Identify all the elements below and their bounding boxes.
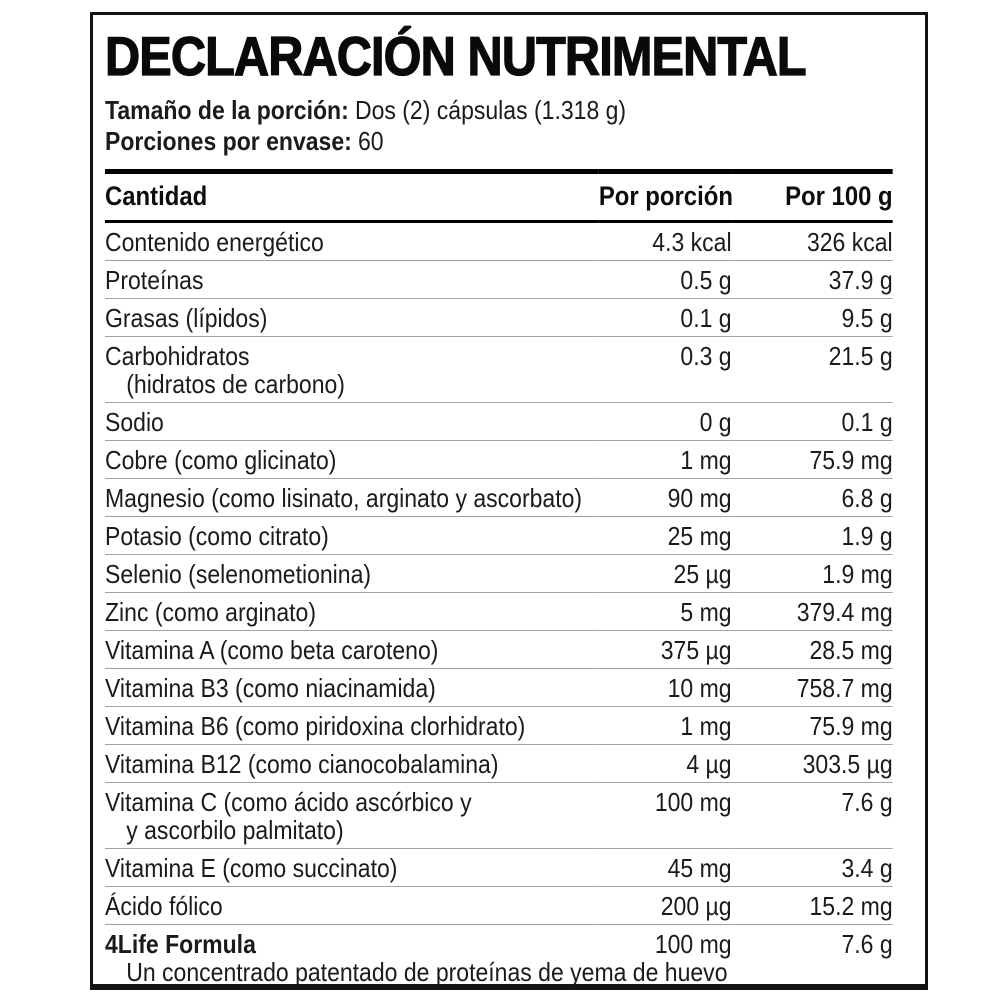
nutrient-name-cell	[105, 849, 599, 887]
per-serving-value: 25 µg	[599, 555, 732, 593]
per-serving-value: 0.5 g	[599, 261, 732, 299]
table-row	[105, 745, 893, 783]
per-serving-value: 1 mg	[599, 441, 732, 479]
nutrient-name: Ácido fólico	[105, 891, 223, 921]
nutrient-name: Vitamina E (como succinato)	[105, 853, 398, 883]
table-body	[105, 222, 893, 991]
nutrient-name-cell	[105, 517, 599, 555]
per-serving-value: 200 µg	[599, 887, 732, 925]
nutrient-name: Selenio (selenometionina)	[105, 559, 372, 589]
table-row	[105, 403, 893, 441]
per-serving-value: 4.3 kcal	[599, 222, 732, 261]
serving-size-line	[105, 95, 893, 126]
table-row	[105, 441, 893, 479]
nutrient-name-cell	[105, 631, 599, 669]
per-100g-value: 37.9 g	[732, 261, 893, 299]
per-serving-value: 5 mg	[599, 593, 732, 631]
nutrient-name: Magnesio (como lisinato, arginato y ascorbato)	[105, 483, 583, 513]
per-serving-value: 375 µg	[599, 631, 732, 669]
nutrient-name: Vitamina C (como ácido ascórbico y	[105, 787, 472, 817]
per-serving-value: 45 mg	[599, 849, 732, 887]
servings-per-container-label: Porciones por envase:	[105, 126, 352, 156]
nutrient-name: Vitamina B12 (como cianocobalamina)	[105, 749, 499, 779]
nutrient-name-cell	[105, 555, 599, 593]
per-100g-value: 75.9 mg	[732, 707, 893, 745]
table-row	[105, 593, 893, 631]
nutrient-name: Vitamina B3 (como niacinamida)	[105, 673, 436, 703]
per-100g-value: 15.2 mg	[732, 887, 893, 925]
per-100g-value: 379.4 mg	[732, 593, 893, 631]
nutrient-name-line2: (hidratos de carbono)	[126, 369, 345, 399]
per-serving-value: 100 mg	[599, 783, 732, 849]
table-row	[105, 887, 893, 925]
per-100g-value: 303.5 µg	[732, 745, 893, 783]
per-serving-value: 100 mg	[654, 929, 732, 959]
nutrient-name-cell	[105, 337, 599, 403]
nutrient-name: Zinc (como arginato)	[105, 597, 317, 627]
per-serving-value: 10 mg	[599, 669, 732, 707]
nutrient-name-cell	[105, 707, 599, 745]
table-row	[105, 337, 893, 403]
table-row	[105, 479, 893, 517]
per-serving-value: 0.1 g	[599, 299, 732, 337]
per-100g-value: 326 kcal	[732, 222, 893, 261]
per-serving-value: 0.3 g	[599, 337, 732, 403]
nutrient-name-cell	[105, 669, 599, 707]
nutrient-name-cell	[105, 887, 599, 925]
nutrient-name-cell	[105, 403, 599, 441]
per-serving-value: 90 mg	[599, 479, 732, 517]
per-100g-value: 9.5 g	[732, 299, 893, 337]
nutrient-name: Vitamina B6 (como piridoxina clorhidrato)	[105, 711, 526, 741]
column-header-por-porcion: Por porción	[599, 172, 732, 222]
per-100g-value: 7.6 g	[841, 929, 893, 959]
per-100g-value: 75.9 mg	[732, 441, 893, 479]
nutrient-name: Proteínas	[105, 265, 204, 295]
nutrient-name-cell	[105, 222, 599, 261]
per-100g-value: 1.9 g	[732, 517, 893, 555]
nutrient-name: Cobre (como glicinato)	[105, 445, 337, 475]
nutrient-name-line2: Un concentrado patentado de proteínas de yema de huevo	[126, 957, 728, 987]
table-row	[105, 631, 893, 669]
table-row	[105, 849, 893, 887]
table-header-row	[105, 172, 893, 222]
nutrient-name-cell	[105, 299, 599, 337]
nutrient-name-line2: y ascorbilo palmitato)	[126, 815, 344, 845]
per-100g-value: 28.5 mg	[732, 631, 893, 669]
table-row	[105, 261, 893, 299]
column-header-cantidad: Cantidad	[105, 172, 599, 222]
nutrient-name: Potasio (como citrato)	[105, 521, 329, 551]
serving-size-value: Dos (2) cápsulas (1.318 g)	[354, 95, 627, 125]
per-serving-value: 0 g	[599, 403, 732, 441]
per-100g-value: 758.7 mg	[732, 669, 893, 707]
per-serving-value: 4 µg	[599, 745, 732, 783]
nutrient-name-cell	[105, 783, 599, 849]
nutrient-name: Contenido energético	[105, 227, 324, 257]
per-serving-value: 1 mg	[599, 707, 732, 745]
nutrient-name: 4Life Formula	[105, 929, 256, 959]
per-100g-value: 21.5 g	[732, 337, 893, 403]
label-title: DECLARACIÓN NUTRIMENTAL	[105, 25, 806, 87]
per-100g-value: 6.8 g	[732, 479, 893, 517]
serving-size-label: Tamaño de la porción:	[105, 95, 349, 125]
servings-per-container-value: 60	[358, 126, 384, 156]
table-row	[105, 925, 893, 991]
nutrition-table	[105, 169, 893, 990]
nutrient-name-cell	[105, 593, 599, 631]
per-100g-value: 1.9 mg	[732, 555, 893, 593]
column-header-por-100g: Por 100 g	[732, 172, 893, 222]
table-row	[105, 707, 893, 745]
table-row	[105, 222, 893, 261]
table-row	[105, 783, 893, 849]
per-serving-value: 25 mg	[599, 517, 732, 555]
per-100g-value: 0.1 g	[732, 403, 893, 441]
table-row	[105, 517, 893, 555]
nutrient-name-cell	[105, 441, 599, 479]
nutrient-name: Vitamina A (como beta caroteno)	[105, 635, 439, 665]
label-content	[105, 27, 893, 990]
nutrient-name-cell	[105, 479, 599, 517]
nutrient-name: Carbohidratos	[105, 341, 250, 371]
table-row	[105, 299, 893, 337]
per-100g-value: 3.4 g	[732, 849, 893, 887]
nutrient-name-cell	[105, 261, 599, 299]
table-row	[105, 669, 893, 707]
nutrition-label-panel	[90, 12, 928, 990]
nutrient-name: Sodio	[105, 407, 164, 437]
nutrient-name: Grasas (lípidos)	[105, 303, 268, 333]
servings-per-container-line	[105, 126, 893, 157]
per-100g-value: 7.6 g	[732, 783, 893, 849]
nutrient-name-cell	[105, 745, 599, 783]
table-row	[105, 555, 893, 593]
